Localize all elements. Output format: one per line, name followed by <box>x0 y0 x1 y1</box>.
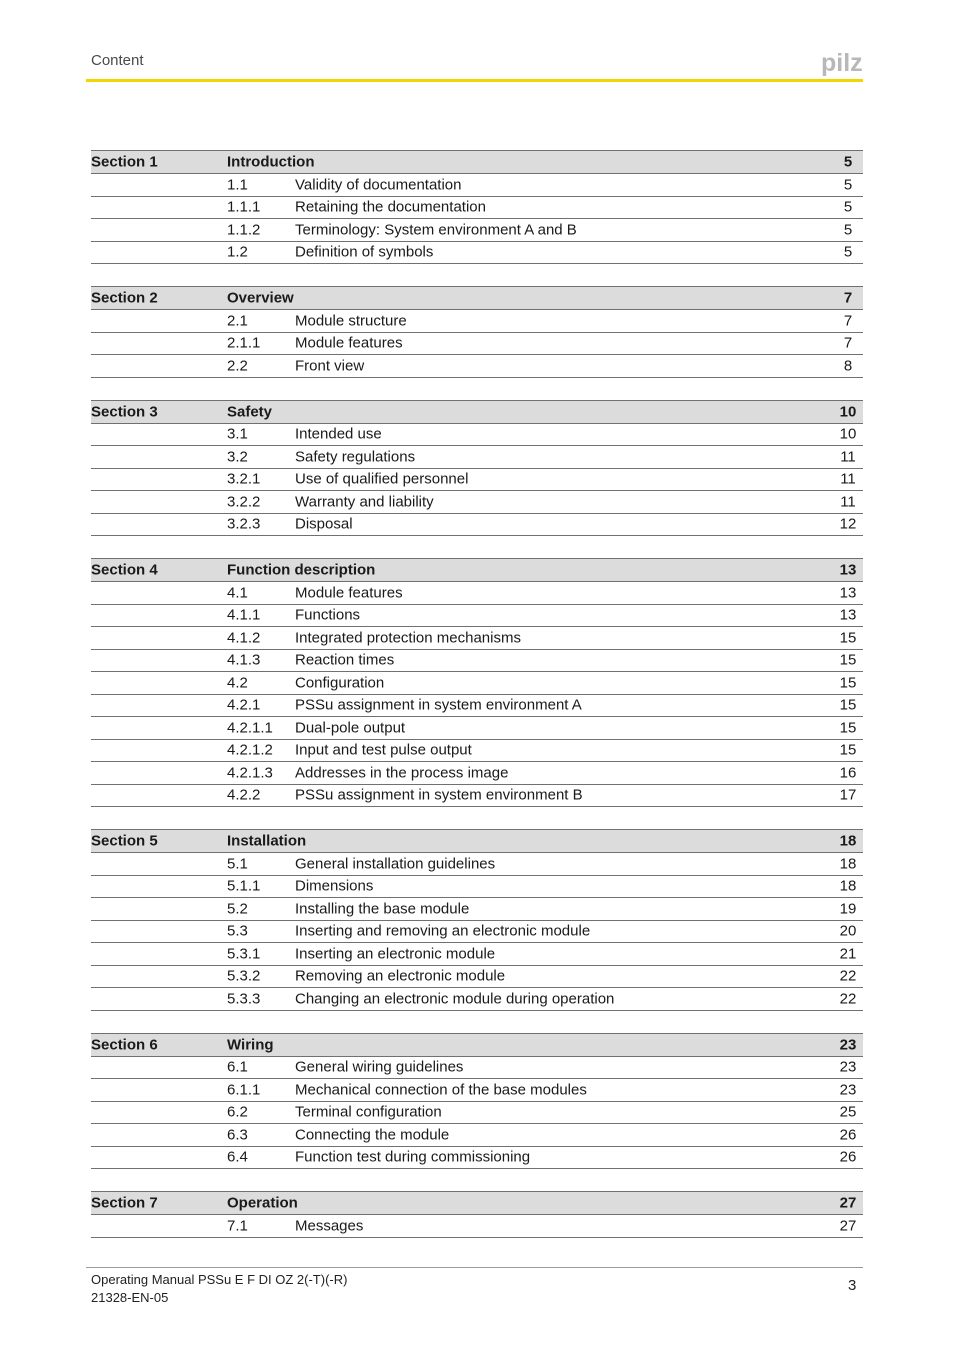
entry-page-number: 26 <box>839 1148 857 1166</box>
section-title: Function description <box>227 561 376 579</box>
entry-number: 5.2 <box>227 900 248 918</box>
entry-page-number: 5 <box>843 176 853 194</box>
entry-title: Installing the base module <box>295 900 470 918</box>
entry-page-number: 15 <box>839 719 857 737</box>
entry-title: Terminal configuration <box>295 1103 442 1121</box>
section-label: Section 7 <box>91 1194 158 1212</box>
entry-number: 4.1.1 <box>227 606 261 624</box>
entry-title: Module features <box>295 584 403 602</box>
entry-title: Definition of symbols <box>295 243 434 261</box>
entry-number: 4.2 <box>227 674 248 692</box>
entry-title: Front view <box>295 357 365 375</box>
toc-entry[interactable] <box>91 898 863 921</box>
entry-title: Dual-pole output <box>295 719 406 737</box>
toc-entry[interactable] <box>91 605 863 628</box>
entry-page-number: 17 <box>839 786 857 804</box>
entry-page-number: 23 <box>839 1058 857 1076</box>
entry-number: 3.2.2 <box>227 493 261 511</box>
toc-section-heading[interactable] <box>91 150 863 174</box>
section-label: Section 2 <box>91 289 158 307</box>
entry-number: 6.1 <box>227 1058 248 1076</box>
toc-entry[interactable] <box>91 446 863 469</box>
entry-number: 3.2 <box>227 448 248 466</box>
entry-number: 5.3.3 <box>227 990 261 1008</box>
section-page-number: 7 <box>843 289 853 307</box>
toc-section <box>91 400 863 537</box>
toc-entry[interactable] <box>91 1057 863 1080</box>
entry-title: General installation guidelines <box>295 855 496 873</box>
toc-entry[interactable] <box>91 1147 863 1170</box>
toc-entry[interactable] <box>91 491 863 514</box>
entry-title: Intended use <box>295 425 382 443</box>
toc-entry[interactable] <box>91 1102 863 1125</box>
section-label: Section 4 <box>91 561 158 579</box>
section-label: Section 1 <box>91 153 158 171</box>
entry-page-number: 11 <box>840 470 856 488</box>
entry-title: Removing an electronic module <box>295 967 506 985</box>
toc-entry[interactable] <box>91 469 863 492</box>
entry-page-number: 15 <box>839 674 857 692</box>
entry-title: Warranty and liability <box>295 493 434 511</box>
toc-entry[interactable] <box>91 988 863 1011</box>
section-page-number: 10 <box>839 403 857 420</box>
toc-entry[interactable] <box>91 514 863 537</box>
entry-page-number: 15 <box>839 629 857 647</box>
entry-page-number: 20 <box>839 922 857 940</box>
entry-number: 1.1 <box>227 176 248 194</box>
entry-number: 4.2.1.3 <box>227 764 273 782</box>
entry-title: Changing an electronic module during operation <box>295 990 615 1008</box>
footer-page-number: 3 <box>848 1277 857 1294</box>
toc-entry[interactable] <box>91 582 863 605</box>
entry-title: Inserting an electronic module <box>295 945 496 963</box>
entry-page-number: 11 <box>840 448 856 466</box>
toc-entry[interactable] <box>91 921 863 944</box>
toc-entry[interactable] <box>91 310 863 333</box>
entry-page-number: 10 <box>839 425 857 443</box>
entry-number: 3.1 <box>227 425 248 443</box>
section-title: Installation <box>227 832 307 850</box>
toc-entry[interactable] <box>91 740 863 763</box>
section-title: Safety <box>227 403 273 420</box>
toc-section-heading[interactable] <box>91 829 863 853</box>
entry-page-number: 26 <box>839 1126 857 1144</box>
toc-entry[interactable] <box>91 717 863 740</box>
entry-page-number: 23 <box>839 1081 857 1099</box>
toc-section-heading[interactable] <box>91 400 863 424</box>
toc-section <box>91 1033 863 1170</box>
entry-number: 5.3.2 <box>227 967 261 985</box>
entry-number: 4.2.2 <box>227 786 261 804</box>
toc-entry[interactable] <box>91 242 863 265</box>
entry-page-number: 11 <box>840 493 856 511</box>
entry-number: 1.2 <box>227 243 248 261</box>
toc-entry[interactable] <box>91 1124 863 1147</box>
entry-title: Functions <box>295 606 361 624</box>
section-label: Section 3 <box>91 403 158 420</box>
toc-entry[interactable] <box>91 943 863 966</box>
entry-title: Validity of documentation <box>295 176 462 194</box>
entry-page-number: 18 <box>839 855 857 873</box>
entry-number: 1.1.2 <box>227 221 261 239</box>
entry-page-number: 7 <box>843 334 853 352</box>
entry-page-number: 22 <box>839 967 857 985</box>
toc-section-heading[interactable] <box>91 1191 863 1215</box>
section-title: Operation <box>227 1194 298 1212</box>
toc-entry[interactable] <box>91 650 863 673</box>
entry-number: 6.4 <box>227 1148 248 1166</box>
entry-page-number: 5 <box>843 198 853 216</box>
toc-section <box>91 286 863 378</box>
toc-entry[interactable] <box>91 355 863 378</box>
entry-page-number: 8 <box>843 357 853 375</box>
entry-number: 5.1.1 <box>227 877 261 895</box>
section-label: Section 5 <box>91 832 158 850</box>
entry-title: Use of qualified personnel <box>295 470 469 488</box>
entry-title: PSSu assignment in system environment A <box>295 696 582 714</box>
toc-entry[interactable] <box>91 333 863 356</box>
footer-document-number: 21328-EN-05 <box>91 1290 169 1305</box>
entry-title: Addresses in the process image <box>295 764 509 782</box>
entry-number: 3.2.3 <box>227 515 261 533</box>
entry-page-number: 13 <box>839 606 857 624</box>
entry-number: 5.3.1 <box>227 945 261 963</box>
entry-number: 7.1 <box>227 1217 248 1235</box>
toc-entry[interactable] <box>91 1215 863 1238</box>
entry-title: General wiring guidelines <box>295 1058 464 1076</box>
footer-manual-title: Operating Manual PSSu E F DI OZ 2(-T)(-R) <box>91 1272 348 1287</box>
toc-entry[interactable] <box>91 197 863 220</box>
entry-title: Retaining the documentation <box>295 198 486 216</box>
entry-title: Messages <box>295 1217 364 1235</box>
section-page-number: 23 <box>839 1036 857 1053</box>
entry-number: 4.2.1.1 <box>227 719 273 737</box>
entry-title: Configuration <box>295 674 385 692</box>
toc-entry[interactable] <box>91 627 863 650</box>
toc-entry[interactable] <box>91 672 863 695</box>
footer-divider <box>86 1267 863 1268</box>
section-label: Section 6 <box>91 1036 158 1053</box>
entry-number: 4.1.3 <box>227 651 261 669</box>
page-header-title: Content <box>91 52 144 69</box>
entry-title: Input and test pulse output <box>295 741 472 759</box>
toc-entry[interactable] <box>91 853 863 876</box>
entry-title: Safety regulations <box>295 448 416 466</box>
toc-entry[interactable] <box>91 695 863 718</box>
entry-page-number: 12 <box>839 515 857 533</box>
entry-number: 2.2 <box>227 357 248 375</box>
entry-title: Module structure <box>295 312 407 330</box>
section-title: Introduction <box>227 153 315 171</box>
entry-page-number: 15 <box>839 696 857 714</box>
entry-page-number: 15 <box>839 651 857 669</box>
entry-number: 6.2 <box>227 1103 248 1121</box>
entry-title: Dimensions <box>295 877 374 895</box>
entry-page-number: 22 <box>839 990 857 1008</box>
entry-title: Mechanical connection of the base modules <box>295 1081 587 1099</box>
entry-page-number: 19 <box>839 900 857 918</box>
section-title: Overview <box>227 289 294 307</box>
toc-entry[interactable] <box>91 785 863 808</box>
entry-page-number: 5 <box>843 221 853 239</box>
entry-number: 4.1 <box>227 584 248 602</box>
toc-section-heading[interactable] <box>91 558 863 582</box>
toc-section <box>91 150 863 264</box>
toc-entry[interactable] <box>91 219 863 242</box>
header-divider <box>86 79 863 82</box>
entry-number: 5.3 <box>227 922 248 940</box>
table-of-contents <box>91 150 863 1260</box>
entry-title: Inserting and removing an electronic module <box>295 922 591 940</box>
toc-section-heading[interactable] <box>91 1033 863 1057</box>
entry-number: 6.1.1 <box>227 1081 261 1099</box>
entry-page-number: 7 <box>843 312 853 330</box>
entry-title: PSSu assignment in system environment B <box>295 786 583 804</box>
entry-page-number: 16 <box>839 764 857 782</box>
section-page-number: 5 <box>843 153 853 171</box>
pilz-logo <box>821 50 865 76</box>
toc-entry[interactable] <box>91 424 863 447</box>
entry-page-number: 5 <box>843 243 853 261</box>
entry-number: 4.1.2 <box>227 629 261 647</box>
entry-page-number: 25 <box>839 1103 857 1121</box>
entry-page-number: 18 <box>839 877 857 895</box>
entry-number: 4.2.1.2 <box>227 741 273 759</box>
toc-section-heading[interactable] <box>91 286 863 310</box>
entry-page-number: 13 <box>839 584 857 602</box>
entry-number: 5.1 <box>227 855 248 873</box>
entry-number: 2.1 <box>227 312 248 330</box>
toc-entry[interactable] <box>91 876 863 899</box>
svg-text:pilz: pilz <box>821 50 863 76</box>
entry-page-number: 21 <box>839 945 857 963</box>
section-page-number: 27 <box>839 1194 857 1212</box>
toc-section <box>91 1191 863 1238</box>
toc-entry[interactable] <box>91 762 863 785</box>
entry-number: 1.1.1 <box>227 198 261 216</box>
entry-number: 6.3 <box>227 1126 248 1144</box>
entry-title: Terminology: System environment A and B <box>295 221 577 239</box>
section-page-number: 13 <box>839 561 857 579</box>
entry-title: Function test during commissioning <box>295 1148 531 1166</box>
entry-number: 4.2.1 <box>227 696 261 714</box>
entry-number: 3.2.1 <box>227 470 261 488</box>
toc-entry[interactable] <box>91 1079 863 1102</box>
entry-page-number: 27 <box>839 1217 857 1235</box>
section-title: Wiring <box>227 1036 274 1053</box>
toc-entry[interactable] <box>91 174 863 197</box>
section-page-number: 18 <box>839 832 857 850</box>
entry-title: Module features <box>295 334 403 352</box>
toc-section <box>91 558 863 807</box>
entry-title: Reaction times <box>295 651 395 669</box>
entry-number: 2.1.1 <box>227 334 261 352</box>
entry-title: Connecting the module <box>295 1126 450 1144</box>
toc-section <box>91 829 863 1011</box>
toc-entry[interactable] <box>91 966 863 989</box>
entry-title: Disposal <box>295 515 353 533</box>
entry-title: Integrated protection mechanisms <box>295 629 521 647</box>
entry-page-number: 15 <box>839 741 857 759</box>
